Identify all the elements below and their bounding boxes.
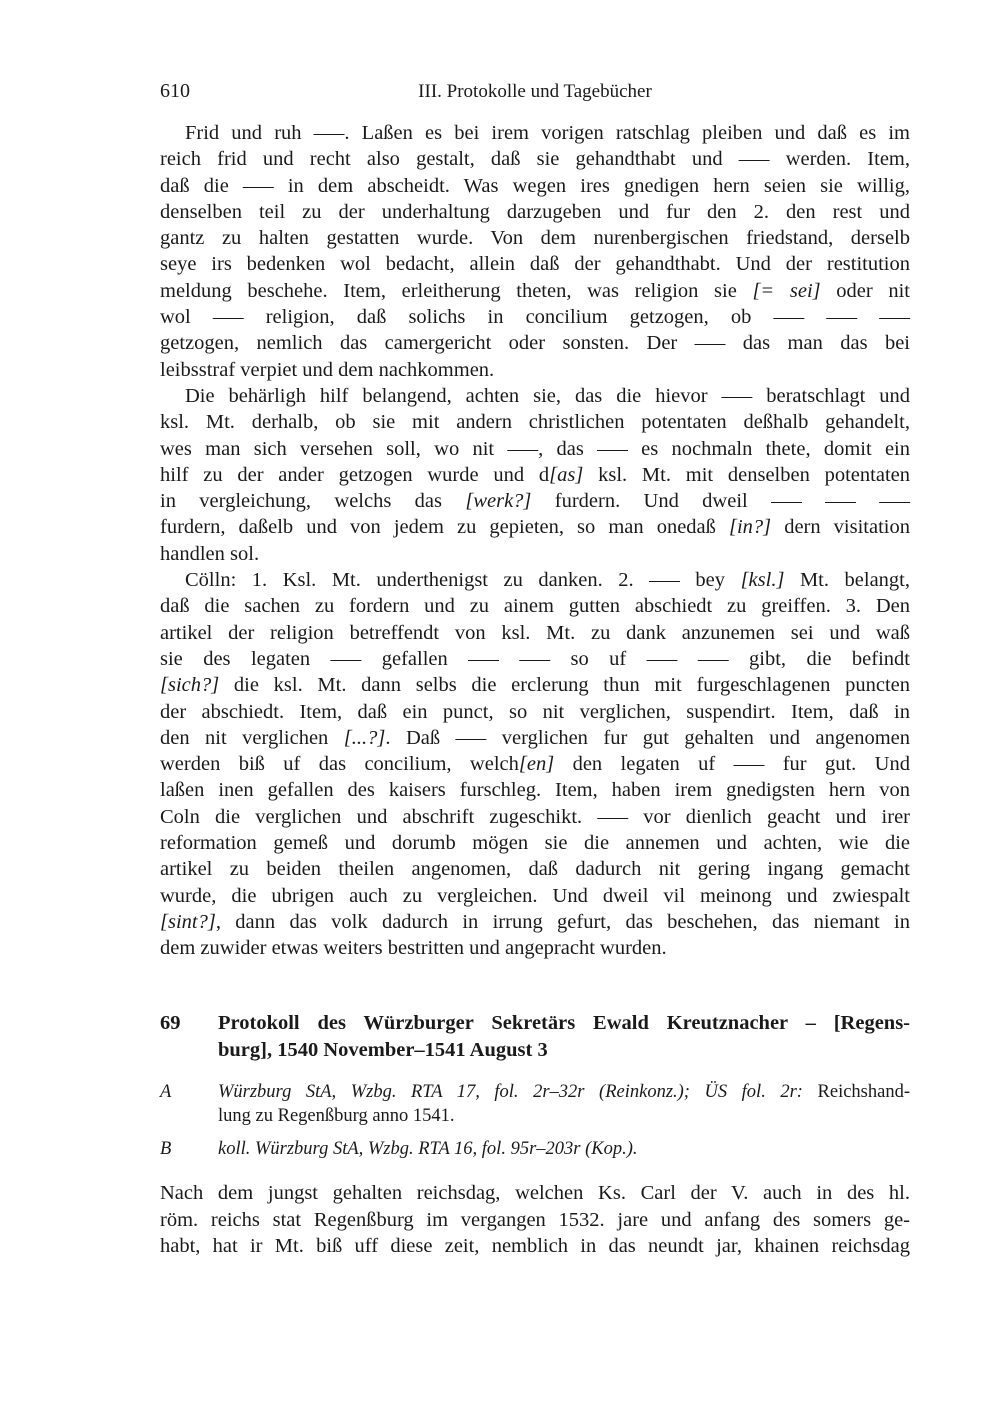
text-line	[160, 699, 910, 725]
text-line	[160, 1180, 910, 1207]
page-number: 610	[160, 80, 190, 102]
paragraph	[160, 383, 910, 567]
text-line	[160, 777, 910, 803]
text-segment: röm. reichs stat Regenßburg im vergangen 1532. jare und anfang des somers ge-	[160, 1208, 910, 1231]
text-segment: handlen sol.	[160, 542, 260, 565]
text-line	[160, 909, 910, 935]
editorial-note: Würzburg StA, Wzbg. RTA 17, fol. 2r–32r (Reinkonz.); ÜS fol. 2r:	[218, 1082, 803, 1102]
text-segment: Reichshand-	[802, 1082, 910, 1102]
text-segment: der abschiedt. Item, daß ein punct, so nit verglichen, suspendirt. Item, daß in	[160, 700, 910, 723]
text-line	[160, 462, 910, 488]
text-segment: sie des legaten ––– gefallen ––– ––– so uf ––– ––– gibt, die befindt	[160, 647, 910, 670]
text-line	[160, 593, 910, 619]
text-segment: den nit verglichen	[160, 726, 344, 749]
editorial-note: [in?]	[728, 516, 772, 539]
source-description	[218, 1137, 910, 1161]
text-line	[160, 1207, 910, 1234]
editorial-note: [sint?]	[160, 910, 216, 933]
text-segment: Nach dem jungst gehalten reichsdag, welchen Ks. Carl der V. auch in des hl.	[160, 1182, 910, 1204]
text-segment: furdern. Und dweil ––– ––– –––	[531, 490, 911, 513]
text-segment: ksl. Mt. mit denselben potentaten	[583, 463, 910, 486]
text-segment: meldung beschehe. Item, erleitherung theten, was religion sie	[160, 279, 753, 302]
text-segment: dem zuwider etwas weiters bestritten und angepracht wurden.	[160, 937, 667, 960]
text-line	[160, 883, 910, 909]
text-line	[160, 278, 910, 304]
text-segment: werden biß uf das concilium, welch	[160, 753, 519, 776]
text-line	[160, 225, 910, 251]
text-line	[160, 672, 910, 698]
editorial-note: [...?]	[343, 726, 386, 749]
text-line	[218, 1080, 910, 1104]
text-segment: seye irs bedenken wol bedacht, allein daß der gehandthabt. Und der restitution	[160, 253, 910, 276]
text-segment: habt, hat ir Mt. biß uff diese zeit, nemblich in das neundt jar, khainen reichsdag	[160, 1235, 910, 1257]
text-line	[160, 199, 910, 225]
text-segment: furdern, daßelb und von jedem zu gepieten, so man onedaß	[160, 516, 729, 539]
text-segment: dern visitation	[771, 516, 910, 539]
text-segment: die ksl. Mt. dann selbs die erclerung thun mit furgeschlagenen puncten	[219, 674, 910, 697]
text-line	[160, 935, 910, 961]
text-segment: hilf zu der ander getzogen wurde und d	[160, 463, 550, 486]
editorial-note: [en]	[518, 753, 555, 776]
text-line	[160, 567, 910, 593]
text-line	[160, 1233, 910, 1260]
text-segment: reich frid und recht also gestalt, daß sie gehandthabt und ––– werden. Item,	[160, 148, 910, 171]
text-segment: wes man sich versehen soll, wo nit –––, das ––– es nochmaln thete, domit ein	[160, 437, 910, 460]
editorial-note: [as]	[549, 463, 584, 486]
text-segment: in vergleichung, welchs das	[160, 490, 466, 513]
text-segment: . Daß ––– verglichen fur gut gehalten und angenomen	[385, 726, 910, 749]
text-segment: Protokoll des Würzburger Sekretärs Ewald Kreutznacher – [Regens-	[218, 1012, 910, 1034]
text-line	[160, 357, 910, 383]
body-text	[160, 120, 910, 962]
text-segment: artikel zu beiden theilen angenomen, daß dadurch nit gering ingang gemacht	[160, 858, 910, 881]
text-line	[160, 620, 910, 646]
text-segment: gantz zu halten gestatten wurde. Von dem nurenbergischen friedstand, derselb	[160, 227, 910, 250]
text-segment: Coln die verglichen und abschrift zugeschikt. ––– vor dienlich geacht und irer	[160, 805, 910, 828]
text-line	[160, 409, 910, 435]
text-line	[160, 541, 910, 567]
text-segment: Mt. belangt,	[784, 569, 910, 592]
text-segment: , dann das volk dadurch in irrung gefurt, das beschehen, das niemant in	[215, 910, 910, 933]
text-line	[160, 383, 910, 409]
text-segment: oder nit	[820, 279, 910, 302]
entry-number: 69	[160, 1012, 181, 1034]
text-line	[160, 646, 910, 672]
source-siglum: A	[160, 1082, 172, 1102]
text-segment: den legaten uf ––– fur gut. Und	[554, 753, 910, 776]
text-line	[218, 1137, 910, 1161]
text-segment: Die behärligh hilf belangend, achten sie, das die hievor ––– beratschlagt und	[185, 384, 910, 407]
text-line	[160, 856, 910, 882]
editorial-note: [werk?]	[465, 490, 532, 513]
text-segment: Frid und ruh –––. Laßen es bei irem vorigen ratschlag pleiben und daß es im	[185, 122, 910, 144]
source-siglum: B	[160, 1139, 172, 1159]
entry-text	[160, 1180, 910, 1260]
text-line	[218, 1104, 910, 1128]
text-segment: ksl. Mt. derhalb, ob sie mit andern christlichen potentaten deßhalb gehandelt,	[160, 411, 910, 434]
text-line	[160, 146, 910, 172]
text-segment: laßen inen gefallen des kaisers furschleg. Item, haben irem gnedigsten hern von	[160, 779, 910, 802]
running-title: III. Protokolle und Tagebücher	[418, 81, 652, 102]
text-line	[160, 830, 910, 856]
text-line	[160, 514, 910, 540]
source-description	[218, 1080, 910, 1128]
text-line	[218, 1037, 910, 1064]
text-line	[160, 304, 910, 330]
text-segment: artikel der religion betreffendt von ksl. Mt. zu dank anzunemen sei und waß	[160, 621, 910, 644]
text-segment: reformation gemeß und dorumb mögen sie die annemen und achten, wie die	[160, 832, 910, 855]
text-segment: wurde, die ubrigen auch zu vergleichen. Und dweil vil meinong und zwiespalt	[160, 884, 910, 907]
entry-title	[218, 1010, 910, 1064]
text-segment: getzogen, nemlich das camergericht oder sonsten. Der ––– das man das bei	[160, 332, 910, 355]
text-segment: denselben teil zu der underhaltung darzugeben und fur den 2. den rest und	[160, 200, 910, 223]
paragraph	[160, 120, 910, 383]
text-line	[160, 436, 910, 462]
editorial-note: [= sei]	[752, 279, 821, 302]
text-segment: wol ––– religion, daß solichs in concilium getzogen, ob ––– ––– –––	[160, 306, 910, 329]
text-line	[160, 725, 910, 751]
editorial-note: [ksl.]	[740, 569, 785, 592]
text-line	[160, 804, 910, 830]
text-segment: lung zu Regenßburg anno 1541.	[218, 1106, 455, 1126]
text-line	[160, 751, 910, 777]
editorial-note: [sich?]	[160, 674, 220, 697]
text-line	[160, 173, 910, 199]
paragraph	[160, 567, 910, 961]
text-line	[160, 120, 910, 146]
text-segment: daß die sachen zu fordern und zu ainem gutten abschiedt zu greiffen. 3. Den	[160, 595, 910, 618]
text-segment: leibsstraf verpiet und dem nachkommen.	[160, 358, 495, 381]
text-segment: burg], 1540 November–1541 August 3	[218, 1039, 548, 1061]
text-segment: Cölln: 1. Ksl. Mt. underthenigst zu danken. 2. ––– bey	[185, 569, 741, 592]
text-segment: daß die ––– in dem abscheidt. Was wegen ires gnedigen hern seien sie willig,	[160, 174, 910, 197]
editorial-note: koll. Würzburg StA, Wzbg. RTA 16, fol. 95r–203r (Kop.).	[218, 1139, 638, 1159]
text-line	[218, 1010, 910, 1037]
text-line	[160, 330, 910, 356]
text-line	[160, 488, 910, 514]
text-line	[160, 251, 910, 277]
